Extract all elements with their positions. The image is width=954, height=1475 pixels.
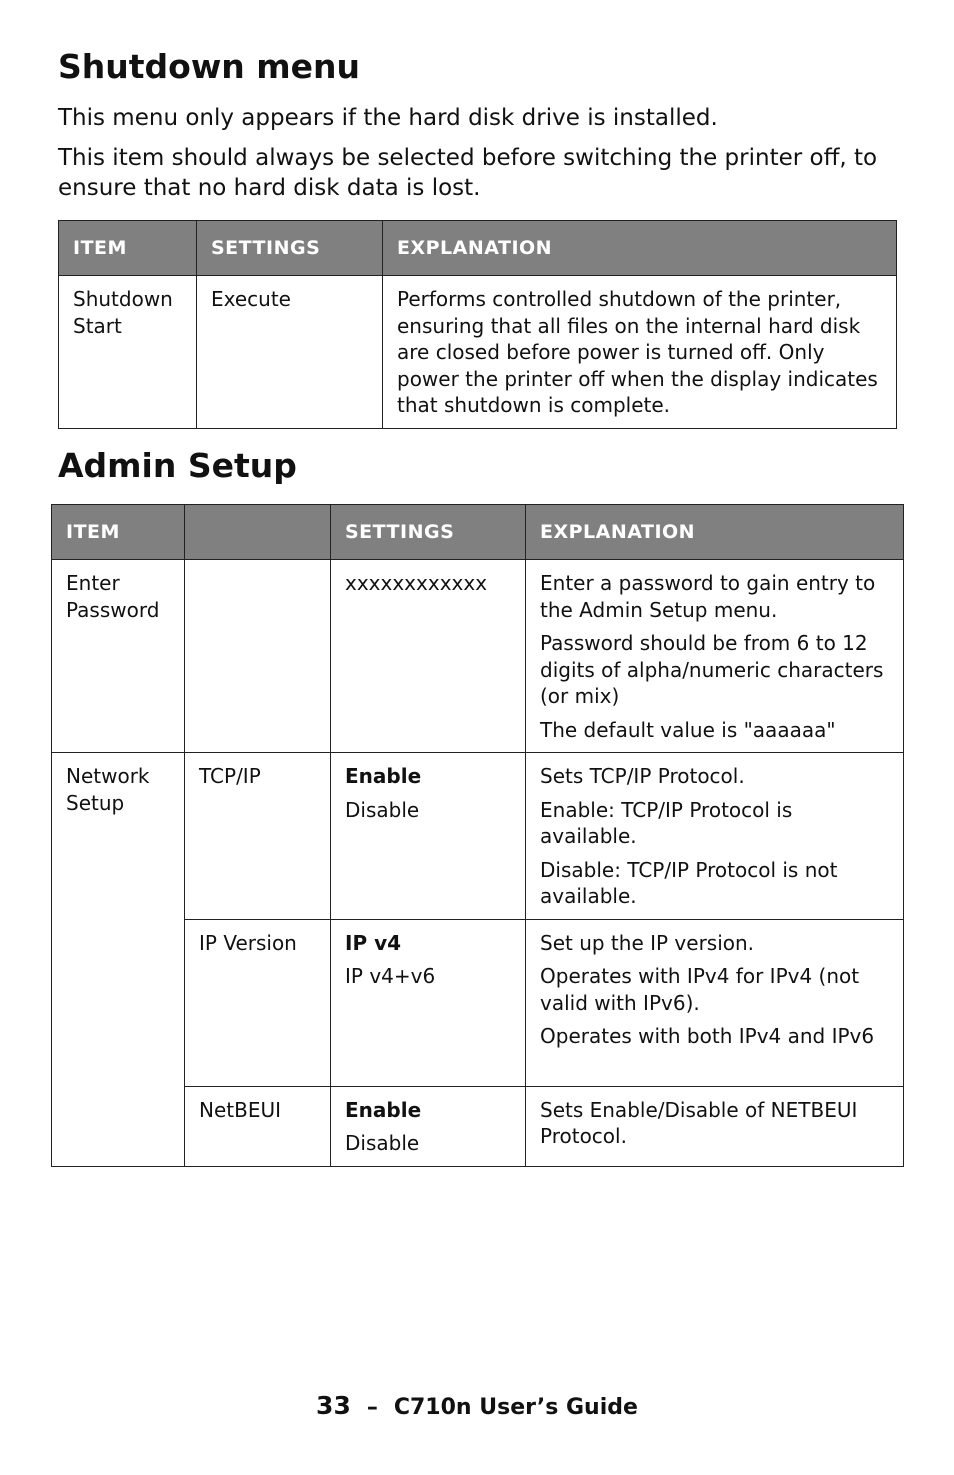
shutdown-menu-heading: Shutdown menu	[58, 47, 361, 86]
subitem-cell: IP Version	[185, 919, 331, 1086]
explanation-line: Sets Enable/Disable of NETBEUI Protocol.	[540, 1097, 858, 1148]
column-header-settings: SETTINGS	[331, 505, 526, 560]
explanation-line: Set up the IP version.	[540, 930, 755, 955]
table-row	[52, 560, 904, 753]
explanation-line: The default value is "aaaaaa"	[540, 717, 836, 742]
explanation-cell	[526, 560, 904, 753]
setting-option: Disable	[345, 1131, 420, 1155]
setting-default: IP v4	[345, 930, 402, 955]
column-header-explanation: EXPLANATION	[383, 221, 897, 276]
table-header-row	[59, 221, 897, 276]
column-header-settings: SETTINGS	[197, 221, 383, 276]
column-header-item: ITEM	[52, 505, 185, 560]
page-footer	[0, 1391, 954, 1420]
explanation-line: Enable: TCP/IP Protocol is available.	[540, 797, 793, 848]
explanation-line: Sets TCP/IP Protocol.	[540, 764, 745, 788]
admin-setup-heading: Admin Setup	[58, 446, 297, 485]
item-cell: Network Setup	[52, 753, 185, 1167]
admin-setup-table	[51, 504, 904, 1167]
explanation-cell	[526, 919, 904, 1086]
explanation-cell	[526, 753, 904, 920]
explanation-line: Operates with IPv4 for IPv4 (not valid with IPv6).	[540, 964, 860, 1015]
setting-default: Enable	[345, 764, 422, 788]
setting-cell: xxxxxxxxxxxx	[331, 560, 526, 753]
setting-cell	[331, 919, 526, 1086]
explanation-line: Password should be from 6 to 12 digits of alpha/numeric characters (or mix)	[540, 631, 884, 708]
guide-title: C710n User’s Guide	[393, 1395, 638, 1420]
explanation-line: Operates with both IPv4 and IPv6	[540, 1024, 875, 1048]
column-header-explanation: EXPLANATION	[526, 505, 904, 560]
subitem-cell: TCP/IP	[185, 753, 331, 920]
setting-option: IP v4+v6	[345, 964, 436, 988]
setting-cell	[331, 1086, 526, 1166]
setting-cell: Execute	[197, 276, 383, 429]
explanation-line: Disable: TCP/IP Protocol is not available.	[540, 857, 838, 908]
page-number: 33	[316, 1391, 351, 1420]
shutdown-intro-text: This menu only appears if the hard disk drive is installed.	[58, 105, 718, 131]
subitem-cell	[185, 560, 331, 753]
setting-cell	[331, 753, 526, 920]
item-cell: Shutdown Start	[59, 276, 197, 429]
item-cell: Enter Password	[52, 560, 185, 753]
explanation-line: Enter a password to gain entry to the Admin Setup menu.	[540, 571, 876, 622]
footer-separator: –	[366, 1395, 378, 1420]
setting-option: Disable	[345, 797, 420, 822]
table-row	[52, 753, 904, 920]
table-header-row	[52, 505, 904, 560]
explanation-cell	[526, 1086, 904, 1166]
explanation-cell: Performs controlled shutdown of the printer, ensuring that all files on the internal hard disk are closed before power is turned off. Only power the printer off when the display indicates that shutdown is complete.	[383, 276, 897, 429]
shutdown-warning-text: This item should always be selected before switching the printer off, to ensure that no hard disk data is lost.	[58, 145, 878, 201]
table-row	[59, 276, 897, 429]
shutdown-table	[58, 220, 897, 429]
column-header-subitem	[185, 505, 331, 560]
subitem-cell: NetBEUI	[185, 1086, 331, 1166]
setting-default: Enable	[345, 1097, 422, 1122]
column-header-item: ITEM	[59, 221, 197, 276]
